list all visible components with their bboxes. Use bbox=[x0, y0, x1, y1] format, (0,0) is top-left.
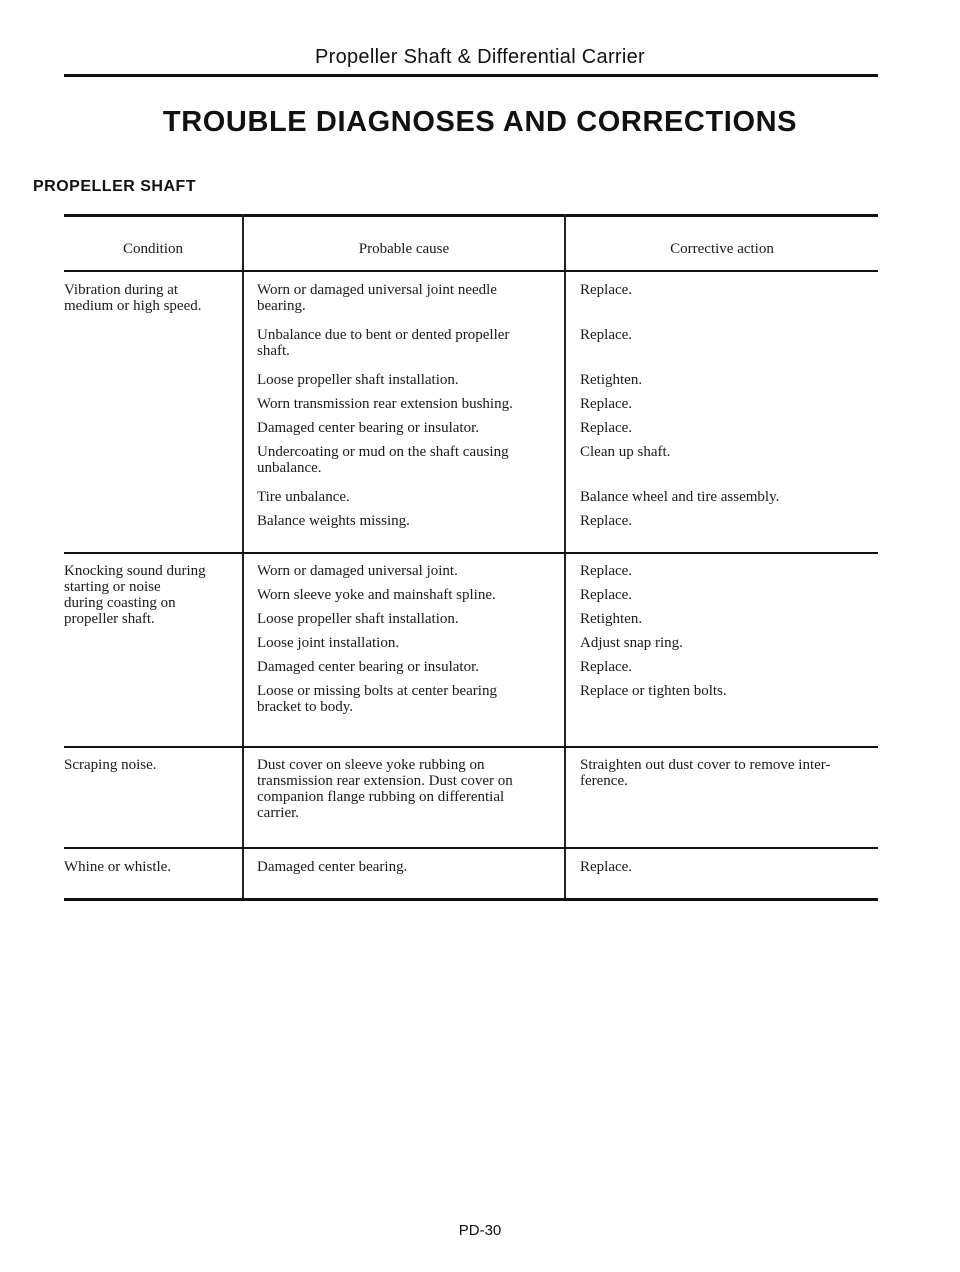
probable-cause-cell bbox=[257, 757, 545, 821]
probable-cause-cell-line: Worn or damaged universal joint needle bbox=[257, 282, 497, 298]
corrective-action-cell bbox=[580, 563, 876, 579]
probable-cause-cell bbox=[257, 611, 545, 627]
corrective-action-cell bbox=[580, 327, 876, 343]
column-divider bbox=[242, 214, 244, 900]
corrective-action-cell-line: Replace. bbox=[580, 420, 633, 436]
corrective-action-cell-line: Replace. bbox=[580, 659, 633, 675]
corrective-action-cell-line: Replace. bbox=[580, 396, 633, 412]
diagnosis-table bbox=[64, 214, 878, 900]
probable-cause-cell bbox=[257, 859, 545, 875]
group-rule bbox=[64, 847, 878, 849]
probable-cause-cell bbox=[257, 659, 545, 675]
corrective-action-cell bbox=[580, 635, 876, 651]
corrective-action-cell bbox=[580, 513, 876, 529]
page-number: PD-30 bbox=[458, 1222, 502, 1239]
probable-cause-cell-line: Damaged center bearing or insulator. bbox=[257, 659, 479, 675]
condition-cell-line: Knocking sound during bbox=[64, 563, 206, 579]
probable-cause-cell-line: Worn or damaged universal joint. bbox=[257, 563, 458, 579]
corrective-action-cell bbox=[580, 444, 876, 460]
probable-cause-cell bbox=[257, 420, 545, 436]
corrective-action-cell bbox=[580, 420, 876, 436]
condition-cell bbox=[64, 757, 234, 773]
condition-cell bbox=[64, 282, 234, 314]
probable-cause-cell bbox=[257, 372, 545, 388]
probable-cause-cell-line: Balance weights missing. bbox=[257, 513, 410, 529]
condition-cell bbox=[64, 859, 234, 875]
condition-cell-line: Vibration during at bbox=[64, 282, 179, 298]
probable-cause-cell-line: Dust cover on sleeve yoke rubbing on bbox=[257, 757, 485, 773]
corrective-action-cell bbox=[580, 282, 876, 298]
corrective-action-cell bbox=[580, 489, 876, 505]
probable-cause-cell bbox=[257, 683, 545, 715]
corrective-action-cell-line: Balance wheel and tire assembly. bbox=[580, 489, 780, 505]
corrective-action-cell-line: Replace. bbox=[580, 513, 633, 529]
probable-cause-cell-line: carrier. bbox=[257, 805, 300, 821]
probable-cause-cell bbox=[257, 396, 545, 412]
probable-cause-cell-line: companion flange rubbing on differential bbox=[257, 789, 505, 805]
corrective-action-cell-line: Straighten out dust cover to remove inter- bbox=[580, 757, 831, 773]
corrective-action-cell bbox=[580, 372, 876, 388]
probable-cause-cell-line: shaft. bbox=[257, 343, 290, 359]
probable-cause-cell bbox=[257, 587, 545, 603]
probable-cause-cell-line: Loose propeller shaft installation. bbox=[257, 611, 459, 627]
running-head: Propeller Shaft & Differential Carrier bbox=[314, 46, 646, 68]
probable-cause-cell-line: Loose propeller shaft installation. bbox=[257, 372, 459, 388]
condition-cell-line: medium or high speed. bbox=[64, 298, 202, 314]
probable-cause-cell-line: bearing. bbox=[257, 298, 306, 314]
corrective-action-cell-line: Retighten. bbox=[580, 611, 643, 627]
table-bottom-rule bbox=[64, 898, 878, 901]
corrective-action-cell-line: Replace. bbox=[580, 282, 633, 298]
corrective-action-cell-line: Replace or tighten bolts. bbox=[580, 683, 727, 699]
condition-cell-line: during coasting on bbox=[64, 595, 176, 611]
probable-cause-cell-line: Damaged center bearing or insulator. bbox=[257, 420, 479, 436]
probable-cause-cell-line: Undercoating or mud on the shaft causing bbox=[257, 444, 509, 460]
header-rule bbox=[64, 74, 878, 77]
header-corrective-action: Corrective action bbox=[670, 241, 774, 257]
corrective-action-cell bbox=[580, 683, 876, 699]
probable-cause-cell bbox=[257, 513, 545, 529]
probable-cause-cell-line: unbalance. bbox=[257, 460, 322, 476]
group-rule bbox=[64, 746, 878, 748]
probable-cause-cell bbox=[257, 327, 545, 359]
header-probable-cause: Probable cause bbox=[358, 241, 450, 257]
probable-cause-cell bbox=[257, 635, 545, 651]
corrective-action-cell-line: Clean up shaft. bbox=[580, 444, 671, 460]
probable-cause-cell bbox=[257, 282, 545, 314]
corrective-action-cell-line: Replace. bbox=[580, 327, 633, 343]
corrective-action-cell-line: Replace. bbox=[580, 563, 633, 579]
condition-cell-line: propeller shaft. bbox=[64, 611, 155, 627]
probable-cause-cell-line: transmission rear extension. Dust cover on bbox=[257, 773, 513, 789]
section-title: PROPELLER SHAFT bbox=[33, 178, 197, 195]
header-condition: Condition bbox=[122, 241, 183, 257]
probable-cause-cell-line: Tire unbalance. bbox=[257, 489, 350, 505]
probable-cause-cell-line: bracket to body. bbox=[257, 699, 354, 715]
probable-cause-cell-line: Loose or missing bolts at center bearing bbox=[257, 683, 497, 699]
condition-cell bbox=[64, 563, 234, 627]
corrective-action-cell bbox=[580, 757, 876, 789]
probable-cause-cell-line: Unbalance due to bent or dented propeller bbox=[257, 327, 510, 343]
condition-cell-line: starting or noise bbox=[64, 579, 161, 595]
probable-cause-cell bbox=[257, 563, 545, 579]
corrective-action-cell-line: ference. bbox=[580, 773, 628, 789]
condition-cell-line: Whine or whistle. bbox=[64, 859, 172, 875]
page-title: TROUBLE DIAGNOSES AND CORRECTIONS bbox=[162, 106, 798, 138]
corrective-action-cell-line: Retighten. bbox=[580, 372, 643, 388]
probable-cause-cell bbox=[257, 444, 545, 476]
condition-cell-line: Scraping noise. bbox=[64, 757, 157, 773]
column-divider bbox=[564, 214, 566, 900]
table-top-rule bbox=[64, 214, 878, 217]
probable-cause-cell-line: Loose joint installation. bbox=[257, 635, 400, 651]
corrective-action-cell-line: Replace. bbox=[580, 587, 633, 603]
header-rule bbox=[64, 270, 878, 272]
corrective-action-cell bbox=[580, 587, 876, 603]
corrective-action-cell bbox=[580, 611, 876, 627]
corrective-action-cell-line: Replace. bbox=[580, 859, 633, 875]
corrective-action-cell-line: Adjust snap ring. bbox=[580, 635, 683, 651]
probable-cause-cell bbox=[257, 489, 545, 505]
probable-cause-cell-line: Damaged center bearing. bbox=[257, 859, 408, 875]
group-rule bbox=[64, 552, 878, 554]
probable-cause-cell-line: Worn transmission rear extension bushing. bbox=[257, 396, 513, 412]
corrective-action-cell bbox=[580, 659, 876, 675]
corrective-action-cell bbox=[580, 396, 876, 412]
corrective-action-cell bbox=[580, 859, 876, 875]
probable-cause-cell-line: Worn sleeve yoke and mainshaft spline. bbox=[257, 587, 496, 603]
